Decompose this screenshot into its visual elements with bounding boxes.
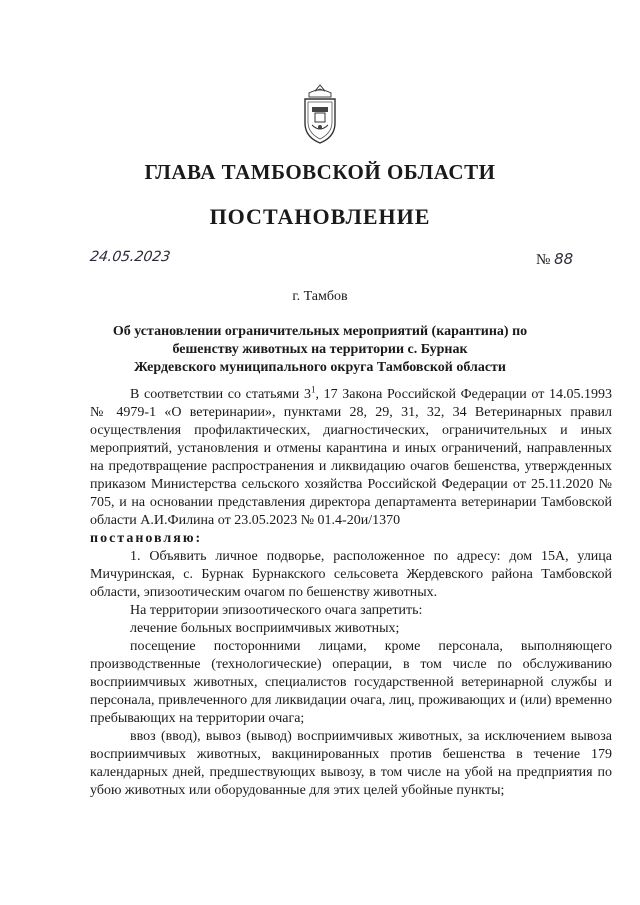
document-type: ПОСТАНОВЛЕНИЕ xyxy=(209,204,431,229)
prohibition-item: лечение больных восприимчивых животных; xyxy=(130,621,400,636)
decree-word: постановляю: xyxy=(90,531,203,546)
preamble-paragraph xyxy=(90,386,612,530)
subject-line: бешенству животных на территории с. Бурнак xyxy=(172,342,468,357)
clause-1: 1. Объявить личное подворье, расположенное по адресу: дом 15А, улица Мичуринская, с. Бурнак Бурнакского сельсовета Жердевского района Тамбовской области, эпизоотическим очагом по бешенству животных. xyxy=(90,549,612,600)
city-name: г. Тамбов xyxy=(292,289,348,304)
document-date: 24.05.2023 xyxy=(88,249,172,265)
document-subject xyxy=(110,323,530,377)
article-superscript: 1 xyxy=(310,384,316,395)
preamble-text-cont: , 17 Закона Российской Федерации от 14.05.1993 № 4979-1 «О ветеринарии», пунктами 28, 29, 31, 32, 34 Ветеринарных правил осуществления профилактических, диагностических, ограничительных и иных мероприятий, установления и отмены карантина и иных ограничений, направленных на предотвращение распространения и ликвидацию очагов бешенства, утвержденных приказом Министерства сельского хозяйства Российской Федерации от 25.11.2020 № 705, и на основании представления директора департамента ветеринарии Тамбовской области А.И.Филина от 23.05.2023 № 01.4-20и/1370 xyxy=(90,387,612,528)
subject-line: Жердевского муниципального округа Тамбовской области xyxy=(134,360,506,375)
number-sign: № xyxy=(536,252,551,268)
document-body xyxy=(90,386,612,800)
number-value: 88 xyxy=(554,250,574,268)
preamble-text: В соответствии со статьями 3 xyxy=(130,387,311,402)
authority-title: ГЛАВА ТАМБОВСКОЙ ОБЛАСТИ xyxy=(144,160,496,184)
prohibition-item: посещение посторонними лицами, кроме персонала, выполняющего производственные (технологические) операции, в том числе по обслуживанию восприимчивых животных, специалистов государственной ветеринарной службы и персонала, привлеченного для ликвидации очага, лиц, проживающих и (или) временно пребывающих на территории очага; xyxy=(90,639,612,726)
prohibition-item: ввоз (ввод), вывоз (вывод) восприимчивых животных, за исключением вывоза восприимчивых животных, вакцинированных против бешенства в течение 179 календарных дней, предшествующих вывозу, в том числе на убой на предприятия по убою животных или оборудованные для этих целей убойные пункты; xyxy=(90,729,612,798)
coat-of-arms-emblem xyxy=(299,83,341,145)
subject-line: Об установлении ограничительных мероприятий (карантина) по xyxy=(112,324,528,339)
prohibition-intro: На территории эпизоотического очага запретить: xyxy=(130,603,423,618)
document-number xyxy=(536,250,573,269)
